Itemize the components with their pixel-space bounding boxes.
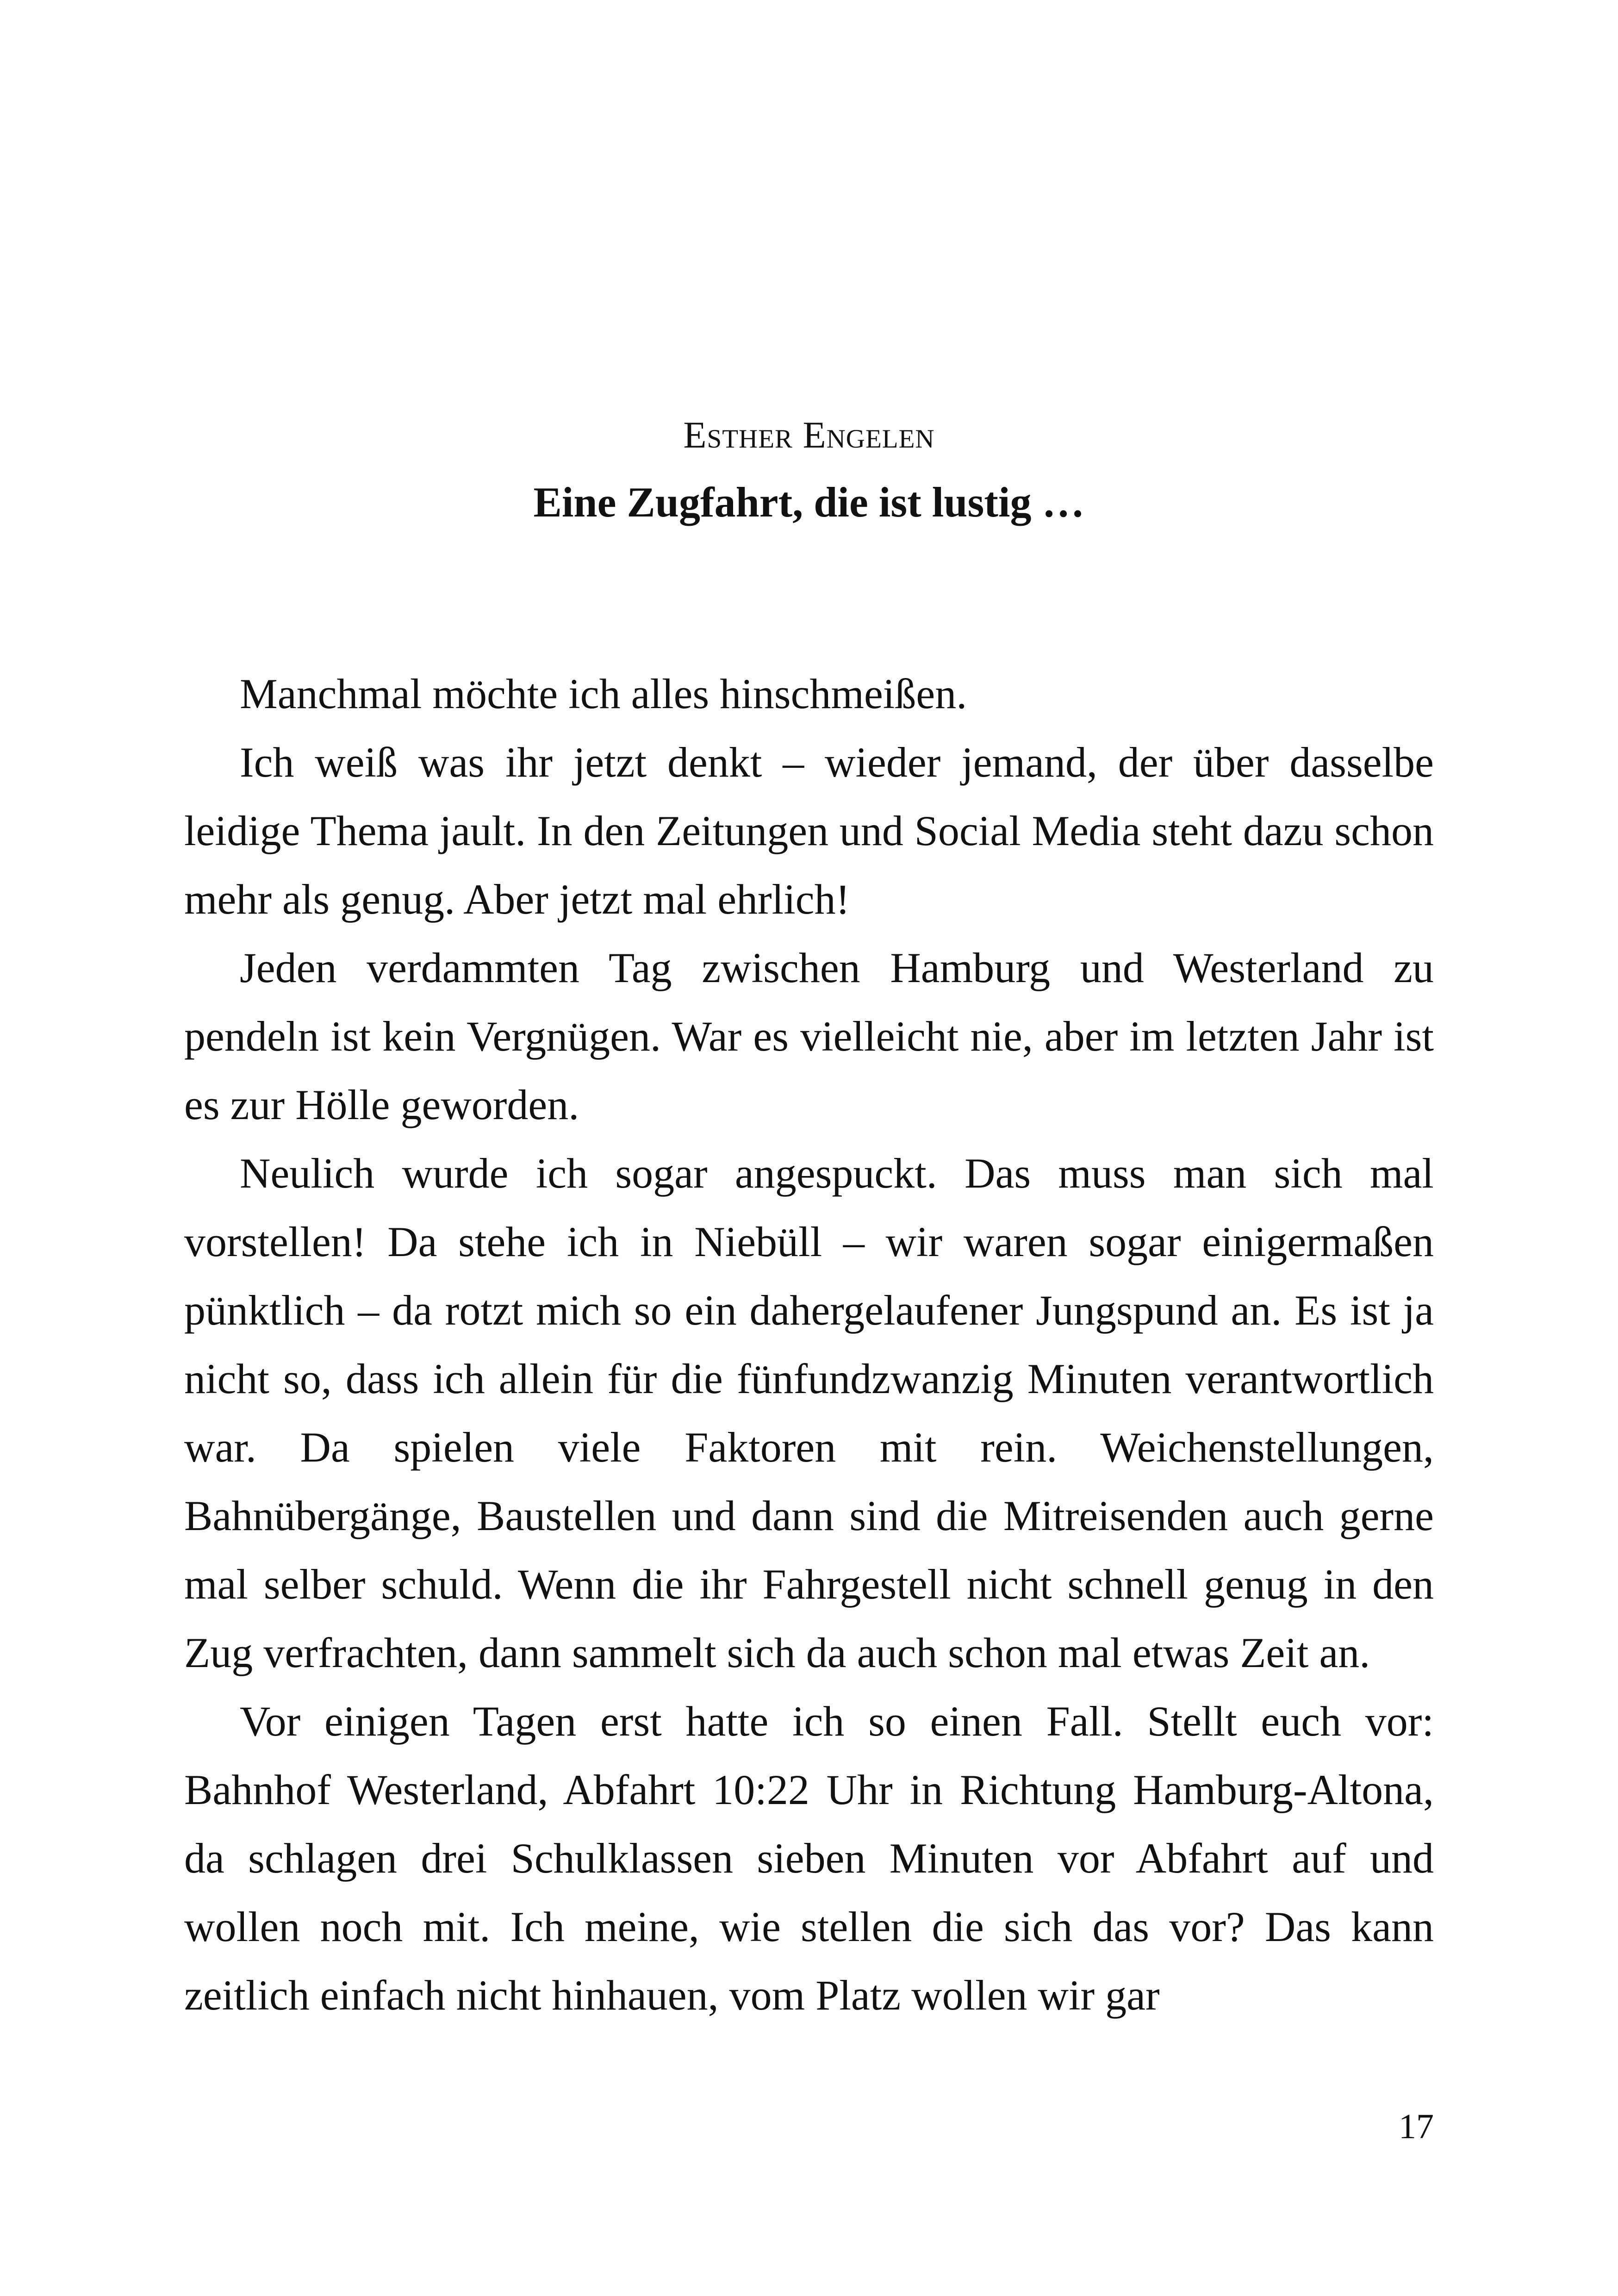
chapter-title: Eine Zugfahrt, die ist lustig … <box>533 479 1085 526</box>
paragraph: Vor einigen Tagen erst hatte ich so einen Fall. Stellt euch vor: Bahnhof Westerland, Abfahrt 10:22 Uhr in Richtung Hamburg-Altona, da schlagen drei Schulklassen sieben Minuten vor Abfahrt auf und wollen noch mit. Ich meine, wie stellen die sich das vor? Das kann zeitlich einfach nicht hinhauen, vom Platz wollen wir gar <box>184 1698 1434 2019</box>
page-number: 17 <box>1399 2107 1434 2146</box>
body-text <box>184 660 1434 2029</box>
chapter-author: Esther Engelen <box>683 414 935 456</box>
paragraph: Jeden verdammten Tag zwischen Hamburg und Westerland zu pendeln ist kein Vergnügen. War es vielleicht nie, aber im letzten Jahr ist es zur Hölle geworden. <box>184 944 1434 1128</box>
paragraph: Manchmal möchte ich alles hinschmeißen. <box>240 670 967 717</box>
paragraph: Ich weiß was ihr jetzt denkt – wieder jemand, der über dasselbe leidige Thema jault. In den Zeitungen und Social Media steht dazu schon mehr als genug. Aber jetzt mal ehrlich! <box>184 739 1434 923</box>
paragraph: Neulich wurde ich sogar angespuckt. Das muss man sich mal vorstellen! Da stehe ich in Niebüll – wir waren sogar einigermaßen pünktlich – da rotzt mich so ein dahergelaufener Jungspund an. Es ist ja nicht so, dass ich allein für die fünfundzwanzig Minuten verantwortlich war. Da spielen viele Faktoren mit rein. Weichenstellungen, Bahnübergänge, Baustellen und dann sind die Mitreisenden auch gerne mal selber schuld. Wenn die ihr Fahrgestell nicht schnell genug in den Zug verfrachten, dann sammelt sich da auch schon mal etwas Zeit an. <box>184 1150 1434 1676</box>
